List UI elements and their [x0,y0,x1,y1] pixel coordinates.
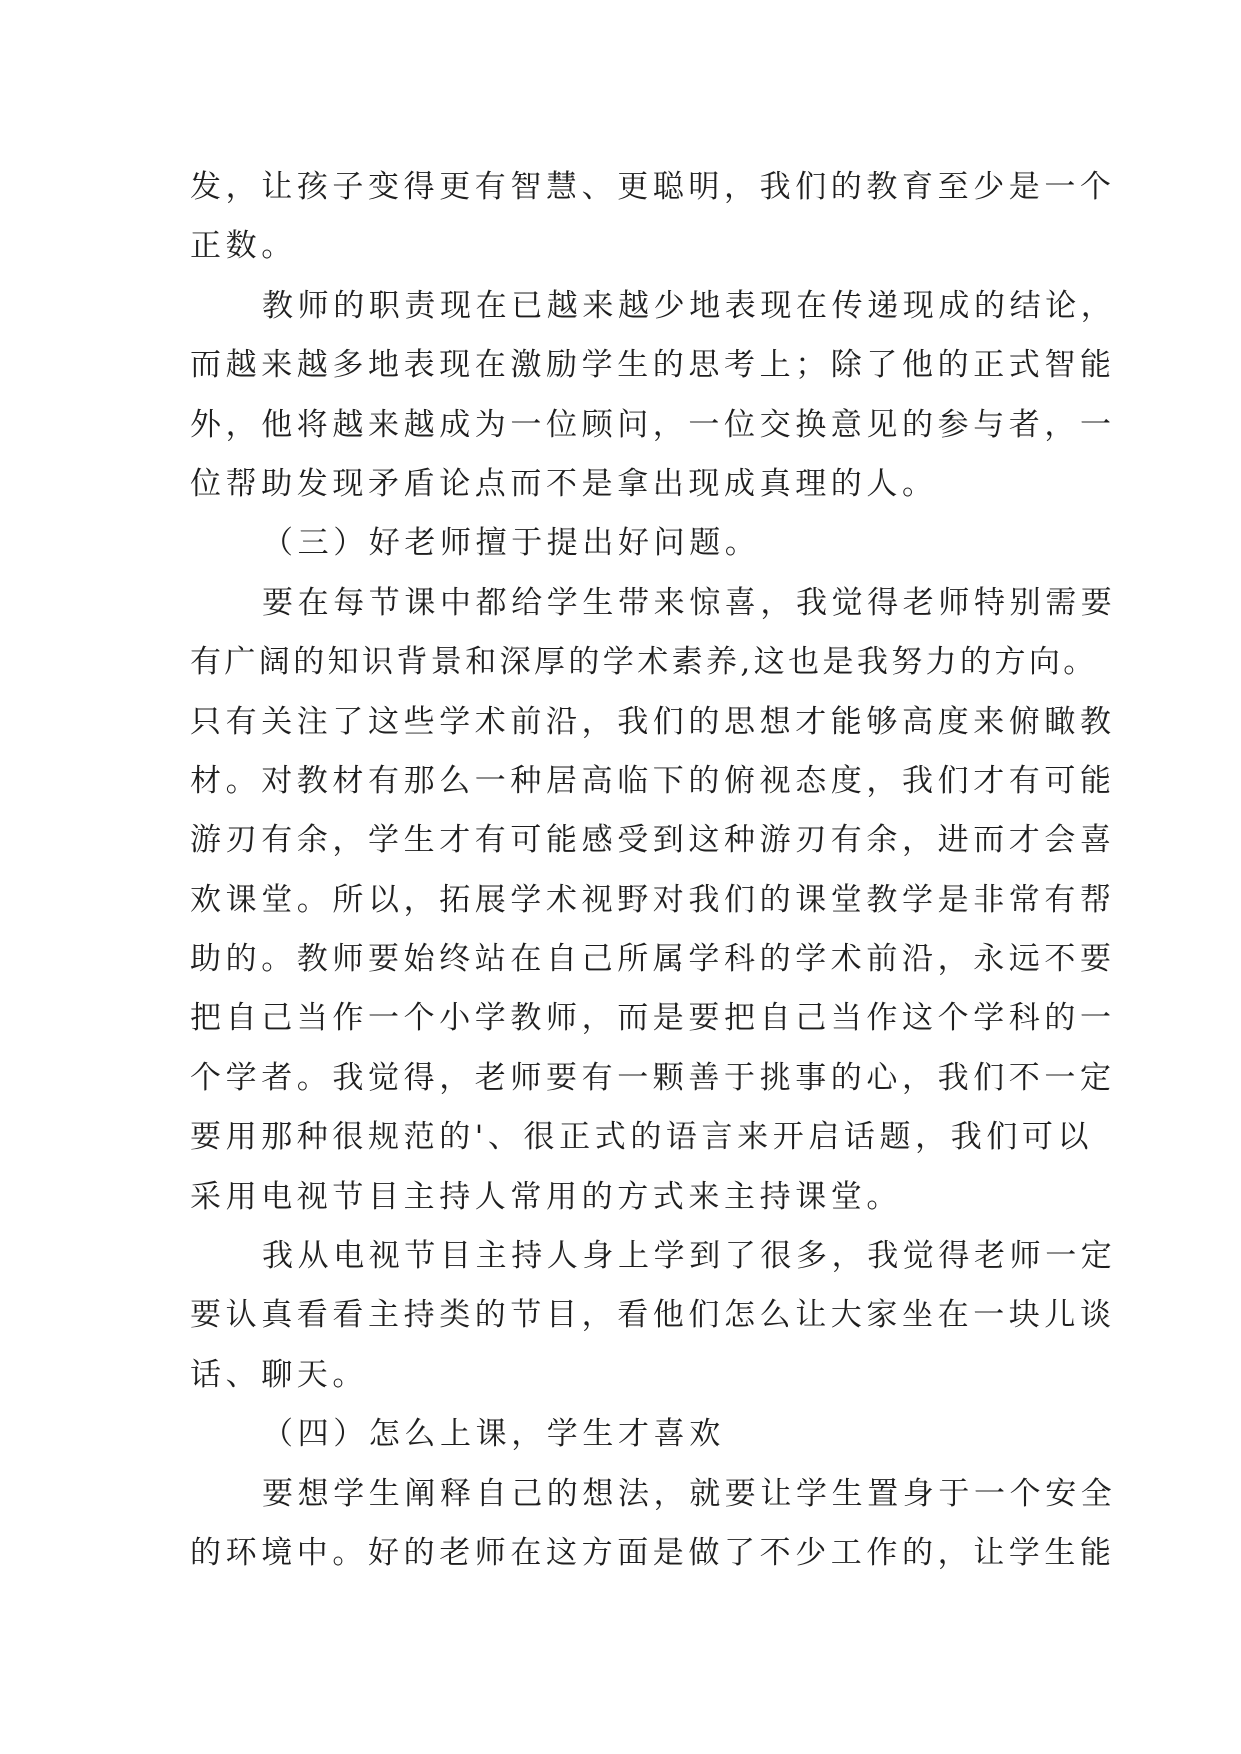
text-line: 个学者。我觉得，老师要有一颗善于挑事的心，我们不一定 [190,1059,1116,1096]
section-heading-3: （三）好老师擅于提出好问题。 [262,525,761,562]
text-line: 欢课堂。所以，拓展学术视野对我们的课堂教学是非常有帮 [190,881,1116,918]
text-line: 位帮助发现矛盾论点而不是拿出现成真理的人。 [190,465,938,502]
paragraph-start: 要在每节课中都给学生带来惊喜，我觉得老师特别需要 [262,584,1117,621]
text-line: 话、聊天。 [190,1356,368,1393]
text-line: 而越来越多地表现在激励学生的思考上；除了他的正式智能 [190,347,1116,384]
document-body [190,158,1117,1583]
text-line: 只有关注了这些学术前沿，我们的思想才能够高度来俯瞰教 [190,703,1116,740]
text-line: 材。对教材有那么一种居高临下的俯视态度，我们才有可能 [190,762,1116,799]
paragraph-start: 要想学生阐释自己的想法，就要让学生置身于一个安全 [262,1475,1117,1512]
text-line: 游刃有余，学生才有可能感受到这种游刃有余，进而才会喜 [190,822,1116,859]
text-line: 要用那种很规范的'、很正式的语言来开启话题，我们可以 [190,1119,1094,1156]
text-line: 有广阔的知识背景和深厚的学术素养,这也是我努力的方向。 [190,644,1098,681]
text-line: 发，让孩子变得更有智慧、更聪明，我们的教育至少是一个 [190,169,1116,205]
text-line: 助的。教师要始终站在自己所属学科的学术前沿，永远不要 [190,941,1116,978]
text-line: 的环境中。好的老师在这方面是做了不少工作的，让学生能 [190,1534,1116,1571]
text-line: 要认真看看主持类的节目，看他们怎么让大家坐在一块儿谈 [190,1297,1116,1334]
paragraph-start: 教师的职责现在已越来越少地表现在传递现成的结论， [262,287,1117,324]
text-line: 采用电视节目主持人常用的方式来主持课堂。 [190,1178,902,1215]
paragraph-start: 我从电视节目主持人身上学到了很多，我觉得老师一定 [262,1238,1117,1275]
text-line: 外，他将越来越成为一位顾问，一位交换意见的参与者，一 [190,406,1116,443]
text-line: 正数。 [190,228,297,265]
section-heading-4: （四）怎么上课，学生才喜欢 [262,1416,725,1453]
text-line: 把自己当作一个小学教师，而是要把自己当作这个学科的一 [190,1000,1116,1037]
